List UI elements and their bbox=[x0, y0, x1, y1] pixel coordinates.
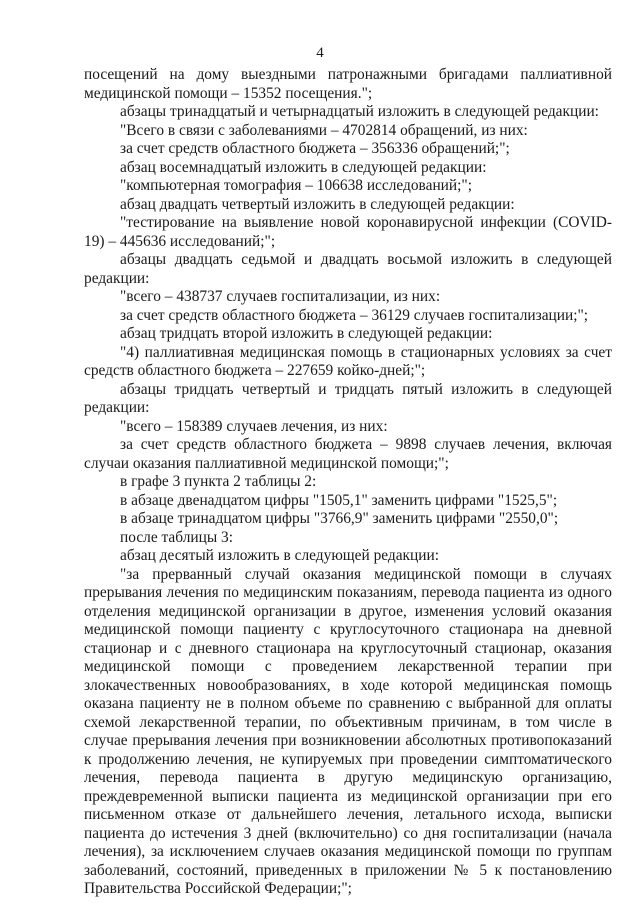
page-number: 4 bbox=[316, 45, 324, 61]
paragraph: абзац восемнадцатый изложить в следующей редакции: bbox=[120, 158, 487, 176]
paragraph: после таблицы 3: bbox=[120, 528, 234, 546]
paragraph: "всего – 438737 случаев госпитализации, из них: bbox=[120, 288, 441, 305]
paragraph: "компьютерная томография – 106638 исследований;"; bbox=[120, 177, 472, 194]
paragraph: абзацы тридцать четвертый и тридцать пятый изложить в следующей редакции: bbox=[84, 380, 612, 416]
paragraph: абзац тридцать второй изложить в следующей редакции: bbox=[120, 325, 493, 342]
paragraph: в абзаце двенадцатом цифры "1505,1" заменить цифрами "1525,5"; bbox=[120, 491, 558, 509]
paragraph: "за прерванный случай оказания медицинской помощи в случаях прерывания лечения по медицинским показаниям, перевода пациента из одного отделения медицинской организации в другое, изменения условий оказания медицинской помощи пациенту с круглосуточного стационара на дневной стационар и с дневного стационара на круглосуточный стационар, оказания медицинской помощи с проведением лекарственной терапии при злокачественных новообразованиях, в ходе которой медицинская помощь оказана пациенту не в полном объеме по сравнению с выбранной для оплаты схемой лекарственной терапии, по объективным причинам, в том числе в случае прерывания лечения при возникновении абсолютных противопоказаний к продолжению лечения, не купируемых при проведении симптоматического лечения, перевода пациента в другую медицинскую организацию, преждевременной выписки пациента из медицинской организации при его письменном отказе от дальнейшего лечения, летального исхода, выписки пациента до истечения 3 дней (включительно) со дня госпитализации (начала лечения), за исключением случаев оказания медицинской помощи по группам заболеваний, состояний, приведенных в приложении № 5 к постановлению Правительства Российской Федерации;"; bbox=[84, 565, 612, 897]
paragraph: за счет средств областного бюджета – 356336 обращений;"; bbox=[120, 140, 510, 157]
paragraph: "всего – 158389 случаев лечения, из них: bbox=[120, 417, 388, 435]
paragraph: в абзаце тринадцатом цифры "3766,9" заменить цифрами "2550,0"; bbox=[120, 510, 559, 527]
paragraph: посещений на дому выездными патронажными бригадами паллиативной медицинской помощи – 15352 посещения."; bbox=[84, 66, 612, 102]
paragraph: абзацы тринадцатый и четырнадцатый изложить в следующей редакции: bbox=[120, 103, 599, 120]
paragraph: абзацы двадцать седьмой и двадцать восьмой изложить в следующей редакции: bbox=[84, 251, 612, 287]
paragraph: в графе 3 пункта 2 таблицы 2: bbox=[120, 473, 317, 490]
paragraph: "тестирование на выявление новой коронавирусной инфекции (COVID-19) – 445636 исследований;"; bbox=[84, 214, 612, 250]
paragraph: "Всего в связи с заболеваниями – 4702814 обращений, из них: bbox=[120, 121, 528, 139]
paragraph: абзац десятый изложить в следующей редакции: bbox=[120, 547, 440, 564]
paragraph: "4) паллиативная медицинская помощь в стационарных условиях за счет средств областного бюджета – 227659 койко-дней;"; bbox=[84, 343, 612, 379]
paragraph: абзац двадцать четвертый изложить в следующей редакции: bbox=[120, 195, 515, 213]
paragraph: за счет средств областного бюджета – 9898 случаев лечения, включая случаи оказания паллиативной медицинской помощи;"; bbox=[84, 436, 612, 472]
document-body bbox=[84, 66, 612, 899]
paragraph: за счет средств областного бюджета – 36129 случаев госпитализации;"; bbox=[120, 306, 589, 324]
